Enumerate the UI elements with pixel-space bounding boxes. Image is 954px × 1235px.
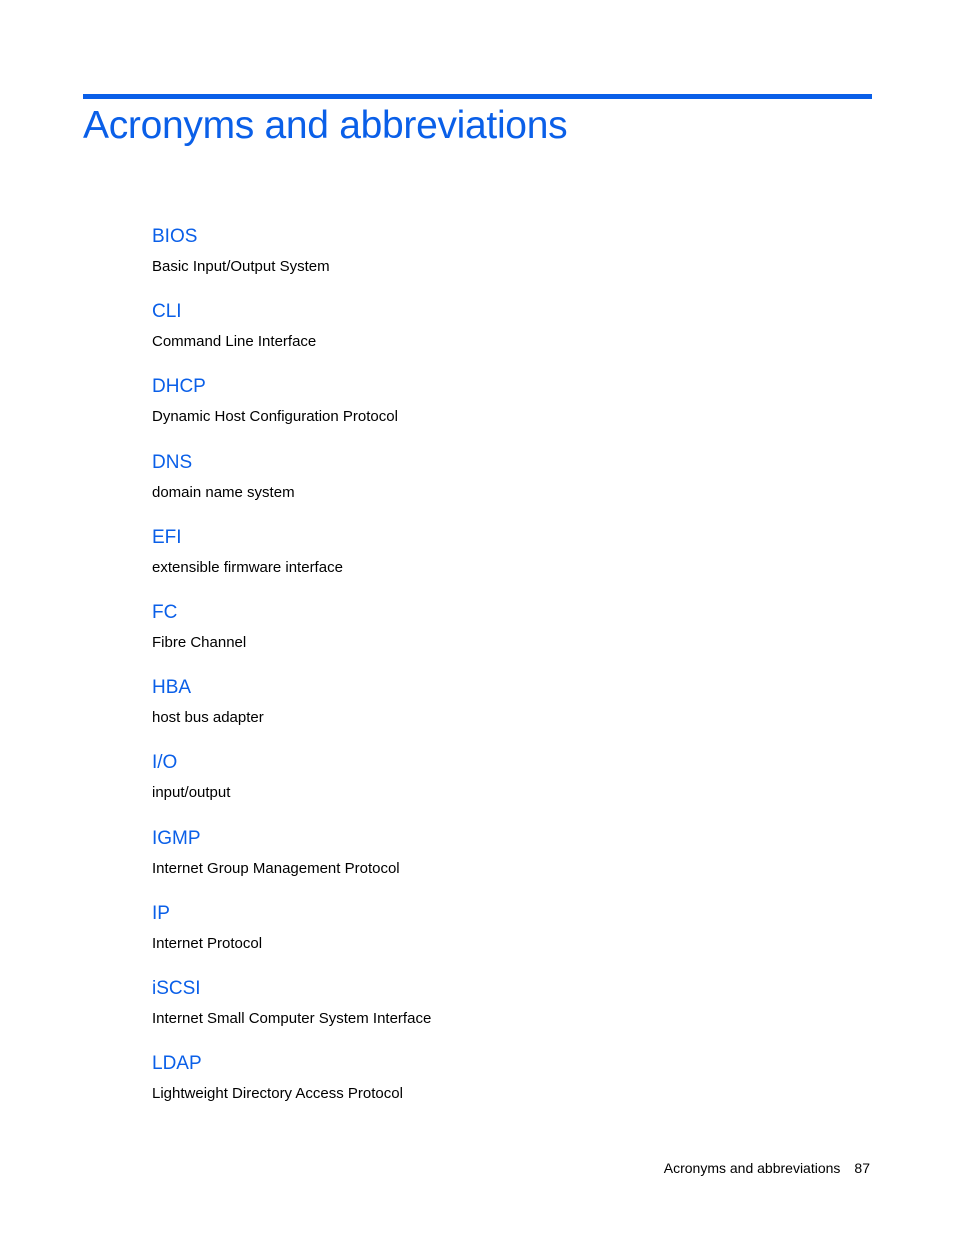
page-footer [664,1159,870,1177]
acronym-term: DNS [152,452,193,473]
acronym-definition: Lightweight Directory Access Protocol [152,1085,403,1102]
acronym-term: BIOS [152,226,198,247]
acronym-definition: Internet Small Computer System Interface [152,1010,432,1027]
acronym-definition: Command Line Interface [152,333,317,350]
acronym-definition: Dynamic Host Configuration Protocol [152,408,398,425]
acronym-definition: Fibre Channel [152,634,247,651]
acronym-definition: domain name system [152,484,295,501]
acronym-definition: input/output [152,784,231,801]
acronym-term: DHCP [152,376,206,397]
acronym-definition: Basic Input/Output System [152,258,330,275]
title-rule [83,94,872,99]
acronym-term: FC [152,602,178,623]
acronym-term: I/O [152,752,178,773]
acronym-term: iSCSI [152,978,201,999]
acronym-definition: extensible firmware interface [152,559,343,576]
acronym-definition: host bus adapter [152,709,264,726]
acronym-definition: Internet Protocol [152,935,263,952]
acronym-term: IP [152,903,170,924]
acronym-term: HBA [152,677,192,698]
acronym-definition: Internet Group Management Protocol [152,860,400,877]
acronym-term: EFI [152,527,182,548]
footer-page-number: 87 [854,1160,870,1176]
acronym-term: CLI [152,301,182,322]
page-title: Acronyms and abbreviations [83,104,568,147]
acronym-term: IGMP [152,828,201,849]
footer-section-title: Acronyms and abbreviations [663,1160,841,1176]
acronym-term: LDAP [152,1053,202,1074]
